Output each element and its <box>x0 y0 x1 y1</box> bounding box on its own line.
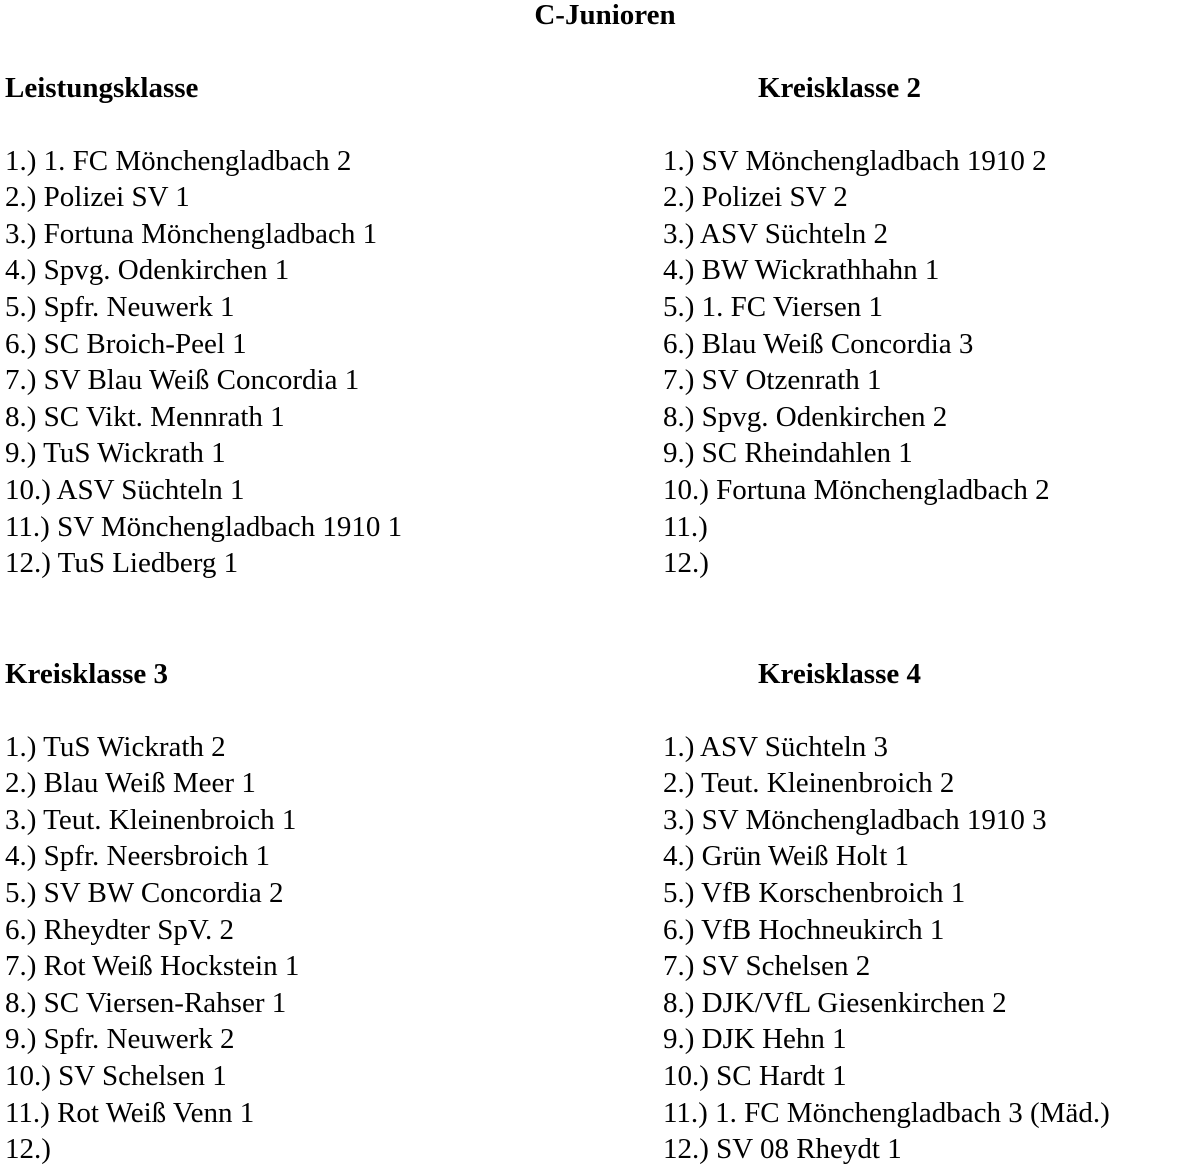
team-entry: 9.) SC Rheindahlen 1 <box>663 437 913 470</box>
team-entry: 6.) VfB Hochneukirch 1 <box>663 913 945 946</box>
page-title: C-Junioren <box>534 0 676 31</box>
team-entry: 11.) SV Mönchengladbach 1910 1 <box>5 510 403 543</box>
team-entry: 1.) 1. FC Mönchengladbach 2 <box>5 144 352 177</box>
section-kreisklasse-4 <box>663 656 1110 1168</box>
team-entry: 5.) 1. FC Viersen 1 <box>663 290 884 323</box>
team-list <box>663 729 1110 1168</box>
team-entry: 12.) <box>663 547 709 580</box>
team-entry: 12.) <box>5 1133 51 1166</box>
team-entry: 11.) 1. FC Mönchengladbach 3 (Mäd.) <box>663 1096 1110 1129</box>
section-kreisklasse-3 <box>5 656 299 1168</box>
team-entry: 6.) SC Broich-Peel 1 <box>5 327 247 360</box>
team-entry: 7.) SV Schelsen 2 <box>663 950 871 983</box>
section-heading: Kreisklasse 2 <box>758 72 921 104</box>
team-entry: 9.) TuS Wickrath 1 <box>5 437 226 470</box>
team-entry: 3.) Teut. Kleinenbroich 1 <box>5 803 297 836</box>
team-entry: 8.) SC Viersen-Rahser 1 <box>5 986 287 1019</box>
team-entry: 7.) SV Otzenrath 1 <box>663 364 882 397</box>
team-list <box>5 729 299 1168</box>
team-entry: 11.) <box>663 510 708 543</box>
team-entry: 1.) SV Mönchengladbach 1910 2 <box>663 144 1047 177</box>
team-entry: 1.) TuS Wickrath 2 <box>5 730 226 763</box>
section-leistungsklasse <box>5 70 402 582</box>
team-entry: 2.) Polizei SV 1 <box>5 181 190 214</box>
team-entry: 6.) Rheydter SpV. 2 <box>5 913 235 946</box>
team-entry: 3.) SV Mönchengladbach 1910 3 <box>663 803 1047 836</box>
team-entry: 12.) SV 08 Rheydt 1 <box>663 1133 902 1166</box>
section-heading: Kreisklasse 4 <box>758 658 921 690</box>
team-entry: 3.) ASV Süchteln 2 <box>663 217 889 250</box>
team-entry: 7.) SV Blau Weiß Concordia 1 <box>5 364 360 397</box>
team-entry: 5.) Spfr. Neuwerk 1 <box>5 290 235 323</box>
team-entry: 12.) TuS Liedberg 1 <box>5 547 239 580</box>
team-entry: 10.) Fortuna Mönchengladbach 2 <box>663 473 1050 506</box>
team-entry: 2.) Teut. Kleinenbroich 2 <box>663 767 955 800</box>
team-entry: 10.) SV Schelsen 1 <box>5 1059 227 1092</box>
section-kreisklasse-2 <box>663 70 1050 582</box>
team-entry: 4.) Spfr. Neersbroich 1 <box>5 840 270 873</box>
team-entry: 2.) Blau Weiß Meer 1 <box>5 767 256 800</box>
team-entry: 2.) Polizei SV 2 <box>663 181 848 214</box>
team-entry: 9.) DJK Hehn 1 <box>663 1023 847 1056</box>
team-entry: 10.) SC Hardt 1 <box>663 1059 847 1092</box>
team-entry: 10.) ASV Süchteln 1 <box>5 473 245 506</box>
team-entry: 9.) Spfr. Neuwerk 2 <box>5 1023 235 1056</box>
team-entry: 1.) ASV Süchteln 3 <box>663 730 889 763</box>
team-entry: 7.) Rot Weiß Hockstein 1 <box>5 950 300 983</box>
team-entry: 8.) SC Vikt. Mennrath 1 <box>5 400 285 433</box>
team-entry: 3.) Fortuna Mönchengladbach 1 <box>5 217 378 250</box>
team-entry: 4.) Grün Weiß Holt 1 <box>663 840 910 873</box>
section-heading: Leistungsklasse <box>5 72 199 104</box>
team-entry: 11.) Rot Weiß Venn 1 <box>5 1096 255 1129</box>
team-entry: 5.) VfB Korschenbroich 1 <box>663 876 966 909</box>
team-entry: 8.) Spvg. Odenkirchen 2 <box>663 400 948 433</box>
section-heading: Kreisklasse 3 <box>5 658 168 690</box>
team-list <box>663 143 1050 582</box>
team-entry: 5.) SV BW Concordia 2 <box>5 876 284 909</box>
team-list <box>5 143 402 582</box>
team-entry: 8.) DJK/VfL Giesenkirchen 2 <box>663 986 1007 1019</box>
team-entry: 4.) BW Wickrathhahn 1 <box>663 254 940 287</box>
team-entry: 6.) Blau Weiß Concordia 3 <box>663 327 974 360</box>
team-entry: 4.) Spvg. Odenkirchen 1 <box>5 254 290 287</box>
